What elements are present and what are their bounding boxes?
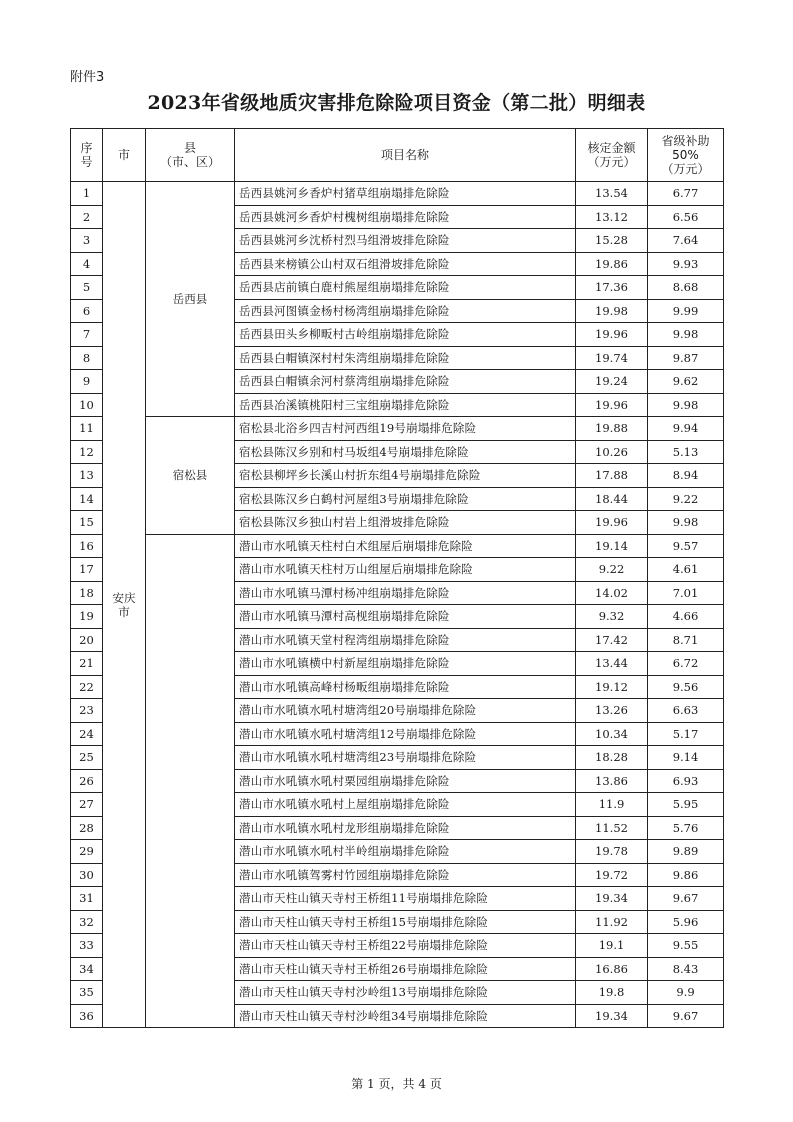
project-name: 潜山市水吼镇水吼村上屋组崩塌排危除险 [235,793,576,817]
project-name: 潜山市水吼镇水吼村半岭组崩塌排危除险 [235,840,576,864]
project-name: 潜山市天柱山镇天寺村王桥组15号崩塌排危除险 [235,910,576,934]
subsidy-amount: 6.93 [648,769,724,793]
row-number: 14 [71,487,103,511]
project-name: 宿松县陈汉乡独山村岩上组滑坡排危除险 [235,511,576,535]
row-number: 8 [71,346,103,370]
row-number: 9 [71,370,103,394]
subsidy-amount: 6.63 [648,699,724,723]
approved-amount: 19.96 [576,323,648,347]
row-number: 12 [71,440,103,464]
project-name: 潜山市天柱山镇天寺村沙岭组34号崩塌排危除险 [235,1004,576,1028]
approved-amount: 13.26 [576,699,648,723]
header-approved-amount [576,129,648,182]
subsidy-amount: 9.98 [648,323,724,347]
row-number: 31 [71,887,103,911]
row-number: 17 [71,558,103,582]
header-city: 市 [103,129,146,182]
approved-amount: 17.88 [576,464,648,488]
row-number: 25 [71,746,103,770]
approved-amount: 13.54 [576,182,648,206]
project-name: 潜山市水吼镇水吼村栗园组崩塌排危除险 [235,769,576,793]
subsidy-amount: 8.94 [648,464,724,488]
approved-amount: 11.52 [576,816,648,840]
subsidy-amount: 9.89 [648,840,724,864]
subsidy-amount: 5.76 [648,816,724,840]
project-name: 岳西县店前镇白鹿村熊屋组崩塌排危除险 [235,276,576,300]
header-seq-line2: 号 [80,155,93,169]
approved-amount: 19.14 [576,534,648,558]
approved-amount: 10.26 [576,440,648,464]
subsidy-amount: 8.43 [648,957,724,981]
subsidy-amount: 6.77 [648,182,724,206]
project-name: 宿松县柳坪乡长溪山村折东组4号崩塌排危除险 [235,464,576,488]
approved-amount: 19.8 [576,981,648,1005]
subsidy-amount: 7.64 [648,229,724,253]
project-name: 潜山市天柱山镇天寺村王桥组11号崩塌排危除险 [235,887,576,911]
project-name: 潜山市水吼镇横中村新屋组崩塌排危除险 [235,652,576,676]
approved-amount: 17.42 [576,628,648,652]
header-subsidy [648,129,724,182]
subsidy-amount: 9.67 [648,1004,724,1028]
subsidy-amount: 9.98 [648,511,724,535]
approved-amount: 19.88 [576,417,648,441]
subsidy-amount: 4.66 [648,605,724,629]
row-number: 1 [71,182,103,206]
approved-amount: 19.74 [576,346,648,370]
subsidy-amount: 9.55 [648,934,724,958]
approved-amount: 19.12 [576,675,648,699]
funding-table [70,128,724,1028]
attachment-label: 附件3 [70,70,105,85]
subsidy-amount: 5.96 [648,910,724,934]
project-name: 潜山市天柱山镇天寺村王桥组26号崩塌排危除险 [235,957,576,981]
approved-amount: 19.86 [576,252,648,276]
page-footer: 第 1 页，共 4 页 [351,1077,442,1091]
approved-amount: 19.98 [576,299,648,323]
approved-amount: 18.44 [576,487,648,511]
approved-amount: 14.02 [576,581,648,605]
row-number: 3 [71,229,103,253]
approved-amount: 19.96 [576,393,648,417]
approved-amount: 17.36 [576,276,648,300]
row-number: 13 [71,464,103,488]
subsidy-amount: 9.9 [648,981,724,1005]
subsidy-amount: 9.99 [648,299,724,323]
table-header-row [71,129,724,182]
project-name: 岳西县姚河乡香炉村猪草组崩塌排危除险 [235,182,576,206]
approved-amount: 13.86 [576,769,648,793]
approved-amount: 19.1 [576,934,648,958]
header-county [146,129,235,182]
row-number: 22 [71,675,103,699]
project-name: 潜山市水吼镇驾雾村竹园组崩塌排危除险 [235,863,576,887]
project-name: 潜山市水吼镇天堂村程湾组崩塌排危除险 [235,628,576,652]
city-cell [103,182,146,1028]
project-name: 宿松县陈汉乡白鹤村河屋组3号崩塌排危除险 [235,487,576,511]
subsidy-amount: 6.72 [648,652,724,676]
row-number: 32 [71,910,103,934]
approved-amount: 19.24 [576,370,648,394]
subsidy-amount: 9.67 [648,887,724,911]
approved-amount: 19.72 [576,863,648,887]
city-name-line2: 市 [118,604,130,619]
header-subsidy-line2: 50% [672,148,699,162]
header-county-line1: 县 [183,141,196,155]
project-name: 宿松县北浴乡四吉村河西组19号崩塌排危除险 [235,417,576,441]
row-number: 16 [71,534,103,558]
row-number: 5 [71,276,103,300]
page-title: 2023年省级地质灾害排危除险项目资金（第二批）明细表 [147,92,646,114]
header-approved-line2: （万元） [587,155,636,169]
subsidy-amount: 4.61 [648,558,724,582]
approved-amount: 16.86 [576,957,648,981]
approved-amount: 10.34 [576,722,648,746]
header-project: 项目名称 [235,129,576,182]
approved-amount: 19.78 [576,840,648,864]
approved-amount: 11.9 [576,793,648,817]
row-number: 15 [71,511,103,535]
subsidy-amount: 9.57 [648,534,724,558]
row-number: 33 [71,934,103,958]
subsidy-amount: 9.56 [648,675,724,699]
subsidy-amount: 9.22 [648,487,724,511]
project-name: 岳西县田头乡柳畈村古岭组崩塌排危除险 [235,323,576,347]
project-name: 岳西县姚河乡香炉村槐树组崩塌排危除险 [235,205,576,229]
county-susong: 宿松县 [146,417,235,535]
subsidy-amount: 9.14 [648,746,724,770]
project-name: 岳西县姚河乡沈桥村烈马组滑坡排危除险 [235,229,576,253]
header-approved-line1: 核定金额 [587,141,636,155]
row-number: 11 [71,417,103,441]
project-name: 潜山市天柱山镇天寺村沙岭组13号崩塌排危除险 [235,981,576,1005]
row-number: 36 [71,1004,103,1028]
header-seq-line1: 序 [80,141,93,155]
project-name: 潜山市水吼镇水吼村塘湾组20号崩塌排危除险 [235,699,576,723]
row-number: 23 [71,699,103,723]
row-number: 24 [71,722,103,746]
table-row [71,182,724,206]
approved-amount: 19.34 [576,1004,648,1028]
row-number: 30 [71,863,103,887]
row-number: 35 [71,981,103,1005]
subsidy-amount: 9.94 [648,417,724,441]
row-number: 34 [71,957,103,981]
subsidy-amount: 7.01 [648,581,724,605]
subsidy-amount: 8.68 [648,276,724,300]
subsidy-amount: 9.87 [648,346,724,370]
subsidy-amount: 8.71 [648,628,724,652]
subsidy-amount: 9.86 [648,863,724,887]
project-name: 潜山市水吼镇马潭村杨冲组崩塌排危除险 [235,581,576,605]
county-yuexi: 岳西县 [146,182,235,417]
table-row [71,534,724,558]
row-number: 4 [71,252,103,276]
project-name: 潜山市水吼镇水吼村龙形组崩塌排危除险 [235,816,576,840]
row-number: 28 [71,816,103,840]
row-number: 7 [71,323,103,347]
header-subsidy-line1: 省级补助 [661,134,710,148]
approved-amount: 19.96 [576,511,648,535]
subsidy-amount: 5.13 [648,440,724,464]
header-county-line2: （市、区） [159,155,220,169]
approved-amount: 19.34 [576,887,648,911]
project-name: 潜山市水吼镇水吼村塘湾组12号崩塌排危除险 [235,722,576,746]
row-number: 27 [71,793,103,817]
subsidy-amount: 5.95 [648,793,724,817]
project-name: 岳西县来榜镇公山村双石组滑坡排危除险 [235,252,576,276]
subsidy-amount: 6.56 [648,205,724,229]
project-name: 潜山市水吼镇高峰村杨畈组崩塌排危除险 [235,675,576,699]
project-name: 潜山市天柱山镇天寺村王桥组22号崩塌排危除险 [235,934,576,958]
row-number: 19 [71,605,103,629]
subsidy-amount: 5.17 [648,722,724,746]
project-name: 岳西县河图镇金杨村杨湾组崩塌排危除险 [235,299,576,323]
project-name: 宿松县陈汉乡别和村马坂组4号崩塌排危除险 [235,440,576,464]
row-number: 26 [71,769,103,793]
project-name: 岳西县白帽镇深村村朱湾组崩塌排危除险 [235,346,576,370]
header-seq [71,129,103,182]
table-row [71,417,724,441]
project-name: 岳西县白帽镇余河村蔡湾组崩塌排危除险 [235,370,576,394]
row-number: 29 [71,840,103,864]
row-number: 18 [71,581,103,605]
approved-amount: 15.28 [576,229,648,253]
approved-amount: 9.22 [576,558,648,582]
subsidy-amount: 9.93 [648,252,724,276]
project-name: 潜山市水吼镇天柱村万山组屋后崩塌排危除险 [235,558,576,582]
approved-amount: 18.28 [576,746,648,770]
project-name: 潜山市水吼镇天柱村白术组屋后崩塌排危除险 [235,534,576,558]
subsidy-amount: 9.62 [648,370,724,394]
project-name: 岳西县冶溪镇桃阳村三宝组崩塌排危除险 [235,393,576,417]
approved-amount: 13.44 [576,652,648,676]
project-name: 潜山市水吼镇马潭村高枧组崩塌排危除险 [235,605,576,629]
city-name-line1: 安庆 [112,590,136,605]
row-number: 20 [71,628,103,652]
row-number: 6 [71,299,103,323]
subsidy-amount: 9.98 [648,393,724,417]
approved-amount: 9.32 [576,605,648,629]
county-qianshan [146,534,235,1028]
header-subsidy-line3: （万元） [661,162,710,176]
row-number: 10 [71,393,103,417]
project-name: 潜山市水吼镇水吼村塘湾组23号崩塌排危除险 [235,746,576,770]
approved-amount: 11.92 [576,910,648,934]
row-number: 2 [71,205,103,229]
approved-amount: 13.12 [576,205,648,229]
row-number: 21 [71,652,103,676]
